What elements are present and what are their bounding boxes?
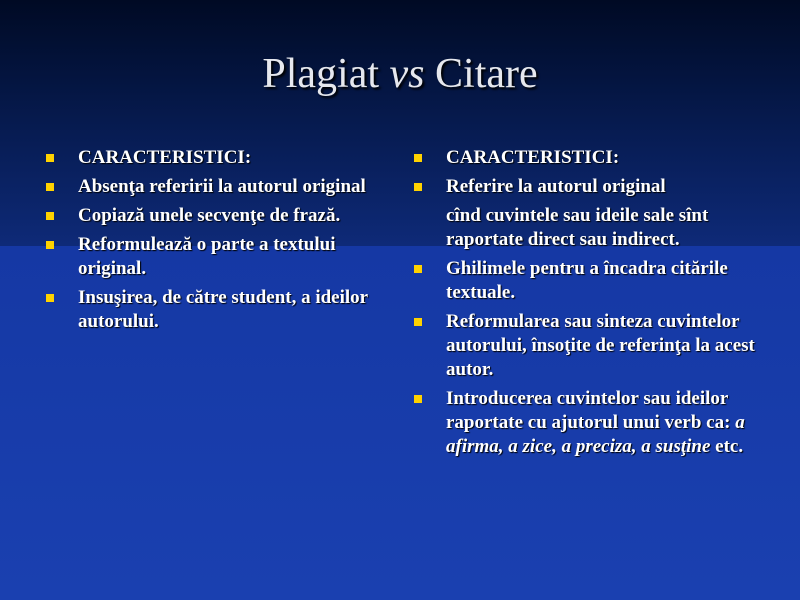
square-bullet-icon xyxy=(46,183,54,191)
verb-examples: a afirma, a zice, a preciza, a susţine xyxy=(446,412,745,457)
left-list-item xyxy=(42,146,402,170)
title-part-citare: Citare xyxy=(424,51,538,97)
left-list-item xyxy=(42,233,402,281)
right-item-text: Introducerea cuvintelor sau ideilor raportate cu ajutorul unui verb ca: xyxy=(446,388,736,433)
title-part-vs: vs xyxy=(389,51,425,97)
right-item-text: cînd cuvintele sau ideile sale sînt raportate direct sau indirect. xyxy=(446,205,709,250)
right-list-continuation xyxy=(410,204,780,252)
right-list-item xyxy=(410,146,780,170)
square-bullet-icon xyxy=(414,154,422,162)
right-item-text: Referire la autorul original xyxy=(446,176,666,197)
right-item-text: Reformularea sau sinteza cuvintelor autorului, însoţite de referinţa la acest autor. xyxy=(446,311,755,380)
square-bullet-icon xyxy=(414,183,422,191)
square-bullet-icon xyxy=(414,318,422,326)
right-list-item xyxy=(410,387,780,459)
square-bullet-icon xyxy=(414,265,422,273)
right-item-text: CARACTERISTICI: xyxy=(446,147,620,168)
title-part-plagiat: Plagiat xyxy=(262,51,390,97)
slide-title xyxy=(0,50,800,98)
left-item-text: CARACTERISTICI: xyxy=(78,147,252,168)
square-bullet-icon xyxy=(46,241,54,249)
left-item-text: Copiază unele secvenţe de frază. xyxy=(78,205,341,226)
left-list-item xyxy=(42,286,402,334)
right-column-citare xyxy=(410,146,780,464)
left-bullet-list xyxy=(42,146,402,334)
right-list-item xyxy=(410,310,780,382)
right-list-item xyxy=(410,175,780,199)
right-item-text: Ghilimele pentru a încadra citările textuale. xyxy=(446,258,728,303)
right-bullet-list xyxy=(410,146,780,459)
right-list-item xyxy=(410,257,780,305)
left-item-text: Absenţa referirii la autorul original xyxy=(78,176,366,197)
square-bullet-icon xyxy=(414,395,422,403)
left-list-item xyxy=(42,175,402,199)
square-bullet-icon xyxy=(46,212,54,220)
left-item-text: Insuşirea, de către student, a ideilor autorului. xyxy=(78,287,368,332)
left-item-text: Reformulează o parte a textului original. xyxy=(78,234,336,279)
square-bullet-icon xyxy=(46,294,54,302)
left-column-plagiat xyxy=(42,146,402,339)
left-list-item xyxy=(42,204,402,228)
right-item-suffix: etc. xyxy=(710,436,744,457)
square-bullet-icon xyxy=(46,154,54,162)
